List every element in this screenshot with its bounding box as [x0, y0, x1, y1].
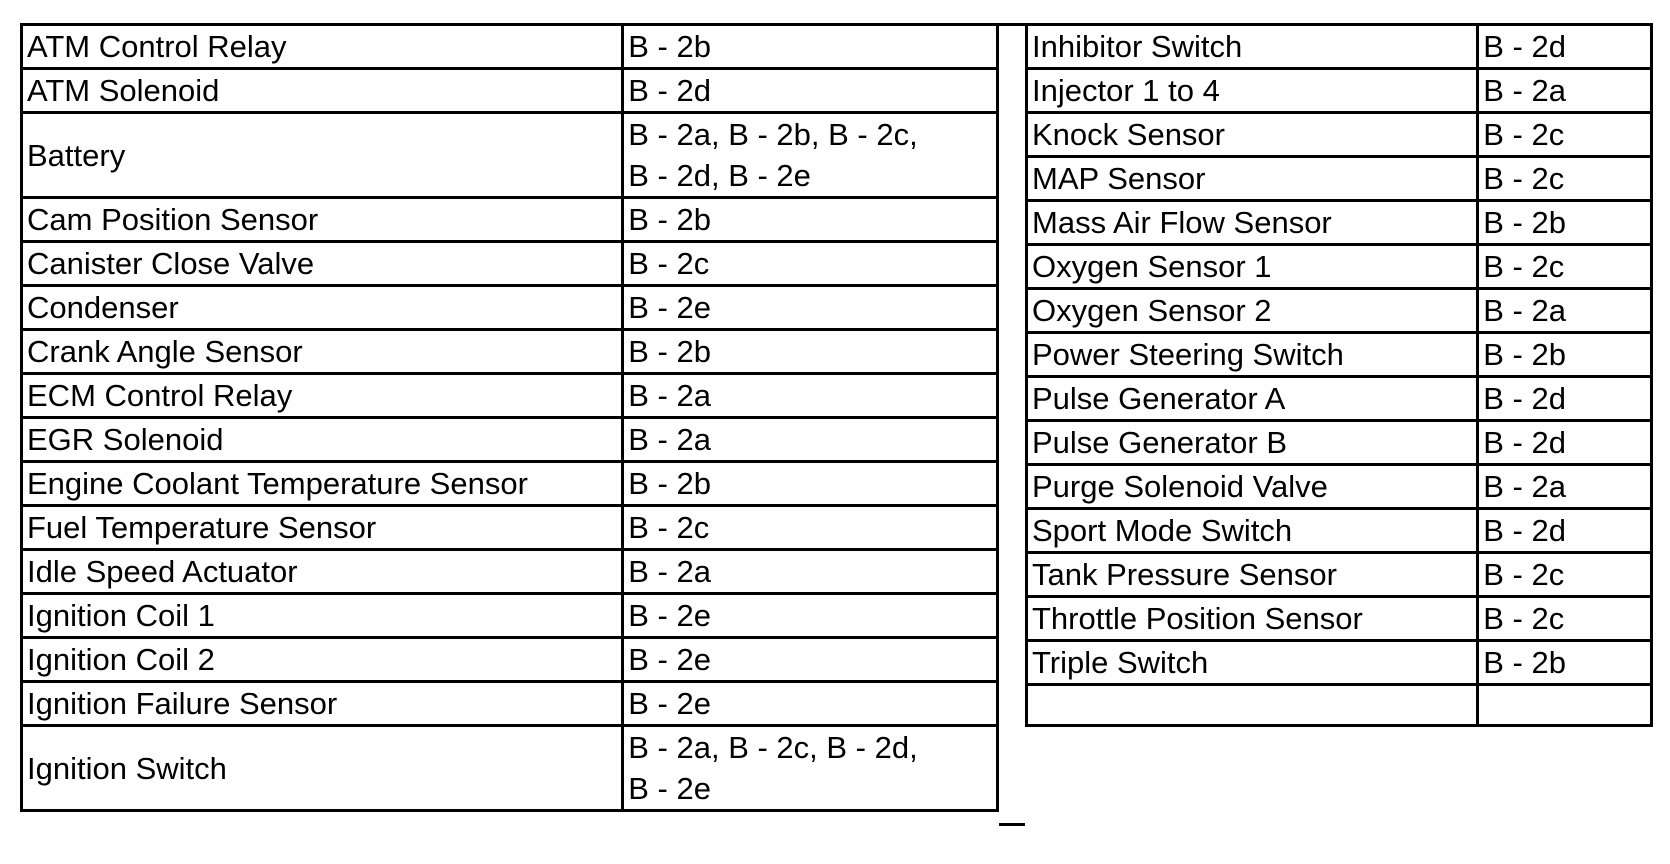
component-name-cell: Injector 1 to 4	[1027, 69, 1478, 113]
table-row	[22, 594, 998, 638]
table-row	[1027, 69, 1652, 113]
component-name-cell: Engine Coolant Temperature Sensor	[22, 462, 623, 506]
component-name-cell: Sport Mode Switch	[1027, 509, 1478, 553]
location-line: B - 2d	[1483, 425, 1566, 460]
location-line: B - 2b	[1483, 337, 1566, 372]
location-line: B - 2e	[628, 290, 711, 325]
component-location-cell	[623, 726, 998, 811]
component-location-cell	[623, 25, 998, 69]
component-name-cell: ECM Control Relay	[22, 374, 623, 418]
component-name-cell: Crank Angle Sensor	[22, 330, 623, 374]
table-row	[22, 462, 998, 506]
location-line: B - 2a	[1483, 73, 1566, 108]
component-location-cell	[1478, 685, 1652, 726]
table-row	[22, 418, 998, 462]
location-line: B - 2d	[628, 73, 711, 108]
component-location-cell	[623, 113, 998, 198]
component-location-cell	[1478, 421, 1652, 465]
location-line: B - 2b	[628, 466, 711, 501]
location-line: B - 2e	[628, 686, 711, 721]
location-line: B - 2d	[1483, 29, 1566, 64]
component-location-cell	[1478, 245, 1652, 289]
component-name-cell: Pulse Generator B	[1027, 421, 1478, 465]
table-row	[22, 286, 998, 330]
location-line: B - 2a	[628, 378, 711, 413]
component-name-cell: Knock Sensor	[1027, 113, 1478, 157]
table-row	[1027, 333, 1652, 377]
table-row	[1027, 25, 1652, 69]
component-location-cell	[623, 506, 998, 550]
component-location-cell	[1478, 157, 1652, 201]
component-location-cell	[623, 418, 998, 462]
right-table-body	[1027, 25, 1652, 726]
component-name-cell: Ignition Failure Sensor	[22, 682, 623, 726]
component-name-cell: Pulse Generator A	[1027, 377, 1478, 421]
location-line: B - 2b	[1483, 645, 1566, 680]
table-row	[22, 726, 998, 811]
component-name-cell: Triple Switch	[1027, 641, 1478, 685]
left-component-table	[20, 23, 999, 812]
component-location-cell	[623, 594, 998, 638]
component-name-cell: Oxygen Sensor 2	[1027, 289, 1478, 333]
component-location-cell	[1478, 553, 1652, 597]
location-line: B - 2d	[1483, 513, 1566, 548]
component-name-cell: Power Steering Switch	[1027, 333, 1478, 377]
component-name-cell: Canister Close Valve	[22, 242, 623, 286]
location-line: B - 2e	[628, 642, 711, 677]
component-name-cell: ATM Control Relay	[22, 25, 623, 69]
component-location-cell	[1478, 25, 1652, 69]
table-row	[1027, 685, 1652, 726]
table-row	[22, 682, 998, 726]
location-line: B - 2e	[628, 598, 711, 633]
component-name-cell: EGR Solenoid	[22, 418, 623, 462]
component-location-cell	[623, 462, 998, 506]
component-name-cell: MAP Sensor	[1027, 157, 1478, 201]
table-row	[1027, 553, 1652, 597]
location-line: B - 2c	[628, 510, 710, 545]
component-name-cell: Cam Position Sensor	[22, 198, 623, 242]
table-row	[22, 69, 998, 113]
table-row	[22, 198, 998, 242]
table-row	[1027, 597, 1652, 641]
location-line: B - 2b	[628, 202, 711, 237]
component-name-cell: Idle Speed Actuator	[22, 550, 623, 594]
component-name-cell: Fuel Temperature Sensor	[22, 506, 623, 550]
location-line: B - 2c	[1483, 161, 1565, 196]
location-line: B - 2a, B - 2b, B - 2c,	[628, 117, 918, 152]
component-name-cell: ATM Solenoid	[22, 69, 623, 113]
component-location-cell	[623, 330, 998, 374]
table-row	[22, 242, 998, 286]
table-row	[1027, 289, 1652, 333]
component-name-cell: Tank Pressure Sensor	[1027, 553, 1478, 597]
component-location-cell	[1478, 465, 1652, 509]
component-name-cell: Throttle Position Sensor	[1027, 597, 1478, 641]
component-location-cell	[623, 286, 998, 330]
table-row	[1027, 421, 1652, 465]
location-line: B - 2d, B - 2e	[628, 158, 811, 193]
location-line: B - 2a	[628, 554, 711, 589]
component-name-cell: Condenser	[22, 286, 623, 330]
table-row	[22, 374, 998, 418]
location-line: B - 2c	[1483, 117, 1565, 152]
component-location-cell	[1478, 69, 1652, 113]
table-row	[22, 506, 998, 550]
component-name-cell: Ignition Coil 1	[22, 594, 623, 638]
component-location-cell	[623, 198, 998, 242]
component-name-cell: Ignition Switch	[22, 726, 623, 811]
component-name-cell: Inhibitor Switch	[1027, 25, 1478, 69]
table-row	[22, 25, 998, 69]
location-line: B - 2c	[1483, 249, 1565, 284]
location-line: B - 2a	[1483, 293, 1566, 328]
component-location-cell	[623, 242, 998, 286]
location-line: B - 2c	[628, 246, 710, 281]
table-row	[1027, 157, 1652, 201]
table-row	[1027, 509, 1652, 553]
location-line: B - 2c	[1483, 557, 1565, 592]
component-location-cell	[1478, 377, 1652, 421]
component-location-cell	[1478, 333, 1652, 377]
component-location-cell	[1478, 113, 1652, 157]
table-row	[1027, 113, 1652, 157]
table-row	[1027, 465, 1652, 509]
component-location-cell	[623, 682, 998, 726]
column-divider	[999, 23, 1025, 826]
location-line: B - 2a, B - 2c, B - 2d,	[628, 730, 918, 765]
right-component-table	[1025, 23, 1653, 727]
location-line: B - 2d	[1483, 381, 1566, 416]
component-location-cell	[623, 374, 998, 418]
table-row	[1027, 245, 1652, 289]
component-location-cell	[1478, 509, 1652, 553]
component-location-cell	[623, 638, 998, 682]
table-row	[22, 638, 998, 682]
left-table-body	[22, 25, 998, 811]
table-row	[22, 550, 998, 594]
location-line: B - 2a	[1483, 469, 1566, 504]
location-line: B - 2e	[628, 771, 711, 806]
component-location-cell	[1478, 641, 1652, 685]
location-line: B - 2b	[1483, 205, 1566, 240]
component-location-cell	[623, 69, 998, 113]
location-line: B - 2b	[628, 29, 711, 64]
table-row	[1027, 377, 1652, 421]
component-location-cell	[1478, 289, 1652, 333]
component-location-cell	[1478, 597, 1652, 641]
table-row	[1027, 201, 1652, 245]
component-name-cell	[1027, 685, 1478, 726]
table-row	[22, 330, 998, 374]
location-line: B - 2c	[1483, 601, 1565, 636]
table-row	[22, 113, 998, 198]
component-name-cell: Mass Air Flow Sensor	[1027, 201, 1478, 245]
location-line: B - 2b	[628, 334, 711, 369]
component-location-cell	[1478, 201, 1652, 245]
component-name-cell: Battery	[22, 113, 623, 198]
component-name-cell: Oxygen Sensor 1	[1027, 245, 1478, 289]
component-name-cell: Ignition Coil 2	[22, 638, 623, 682]
location-line: B - 2a	[628, 422, 711, 457]
component-location-cell	[623, 550, 998, 594]
table-row	[1027, 641, 1652, 685]
component-name-cell: Purge Solenoid Valve	[1027, 465, 1478, 509]
